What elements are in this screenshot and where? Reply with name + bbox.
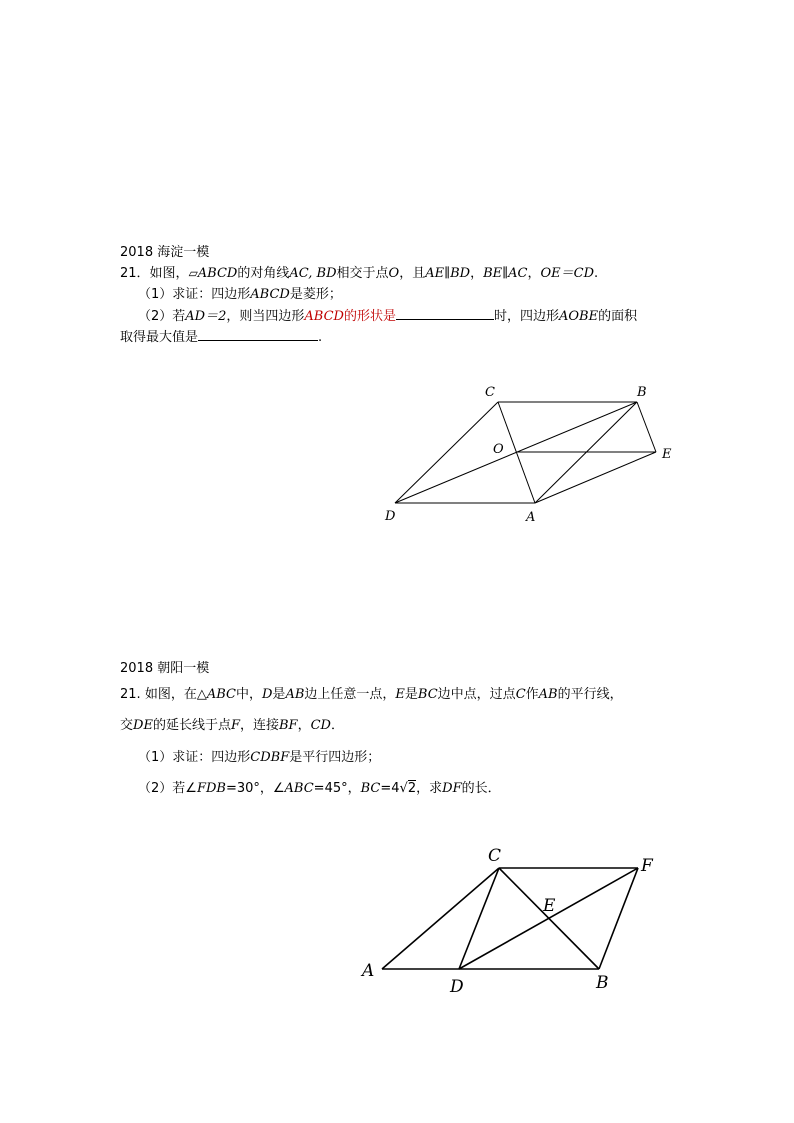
problem2-text: 如图，在△ — [144, 687, 207, 702]
question-name: ABCD — [304, 309, 344, 324]
label-b: B — [596, 973, 609, 993]
question-text: 是菱形； — [289, 287, 342, 302]
problem1-source: 2018 海淀一模 — [120, 245, 210, 260]
problem2-text: ， — [297, 718, 311, 733]
question-text: ，∠ — [259, 781, 285, 796]
question-text: 是平行四边形； — [289, 750, 381, 765]
question-text: 的面积 — [598, 309, 638, 324]
sqrt-symbol: √2 — [399, 781, 417, 796]
edge-bf — [599, 868, 638, 969]
problem1-number: 21． — [120, 266, 150, 281]
problem2-triangle: ABC — [206, 687, 236, 702]
question-value: =4 — [380, 781, 400, 796]
question-name: CDBF — [250, 750, 290, 765]
problem2-text: 的平行线， — [557, 687, 623, 702]
problem1-text: ， — [470, 266, 484, 281]
sqrt-radicand: 2 — [407, 781, 417, 796]
problem2-text: 作 — [525, 687, 539, 702]
question-text: ， — [347, 781, 361, 796]
label-o: O — [493, 442, 504, 457]
problem1-text: 如图， — [149, 266, 189, 281]
question-label: （2）若 — [138, 309, 186, 324]
question-label: （2）若∠ — [138, 781, 197, 796]
problem2-text: 是 — [404, 687, 418, 702]
problem2-point: F — [230, 718, 240, 733]
question-value: =30° — [225, 781, 260, 796]
problem2-text: 交 — [120, 718, 134, 733]
problem1-condition: AE∥BD — [425, 266, 471, 281]
problem2-text: 中， — [235, 687, 262, 702]
label-c: C — [488, 846, 502, 866]
problem2-text: 边中点，过点 — [437, 687, 516, 702]
question-text: 的长． — [461, 781, 501, 796]
label-f: F — [641, 856, 653, 876]
question-text: . — [318, 330, 323, 345]
edge-ac — [382, 868, 499, 969]
problem2-number: 21. — [120, 687, 141, 702]
edge-df — [459, 868, 638, 969]
problem1-point: O — [388, 266, 400, 281]
question-name: ABCD — [250, 287, 290, 302]
question-text: 取得最大值是 — [120, 330, 199, 345]
label-e: E — [543, 896, 556, 916]
label-d: D — [385, 509, 396, 524]
question-angle: FDB — [196, 781, 226, 796]
question-text: 时，四边形 — [493, 309, 559, 324]
label-a: A — [362, 961, 375, 981]
problem2-source: 2018 朝阳一模 — [120, 661, 210, 676]
question-angle: ABC — [284, 781, 314, 796]
problem2-point: D — [261, 687, 273, 702]
question-expr: AD＝2 — [185, 309, 227, 324]
problem1-text: . — [594, 266, 599, 281]
question-label: （1）求证：四边形 — [138, 287, 251, 302]
question-segment: BC — [360, 781, 381, 796]
problem2-point: E — [395, 687, 405, 702]
problem2-segment: AB — [285, 687, 305, 702]
problem1-text: 的对角线 — [237, 266, 290, 281]
label-d: D — [450, 977, 464, 997]
question-text-red: 的形状是 — [343, 309, 396, 324]
problem2-segment: BF — [279, 718, 298, 733]
label-a: A — [526, 510, 536, 525]
problem2-segment: BC — [417, 687, 438, 702]
problem2-text: 是 — [272, 687, 286, 702]
label-b: B — [637, 385, 647, 400]
edge-cd — [459, 868, 499, 969]
problem2-text: ． — [330, 718, 344, 733]
question-name: AOBE — [558, 309, 599, 324]
problem2-text: ，连接 — [239, 718, 279, 733]
problem1-condition: OE＝CD — [540, 266, 595, 281]
problem1-diagonals: AC, BD — [289, 266, 337, 281]
problem2-segment: AB — [538, 687, 558, 702]
problem1-name: ABCD — [197, 266, 238, 281]
question-text: ，则当四边形 — [226, 309, 305, 324]
problem1-text: ， — [527, 266, 541, 281]
problem2-text: 边上任意一点， — [304, 687, 396, 702]
label-c: C — [485, 385, 495, 400]
question-segment: DF — [442, 781, 462, 796]
parallelogram-symbol: ▱ — [188, 266, 198, 280]
question-text: ，求 — [416, 781, 443, 796]
label-e: E — [662, 447, 672, 462]
question-value: =45° — [313, 781, 348, 796]
problem2-point: C — [515, 687, 526, 702]
problem2-segment: CD — [310, 718, 331, 733]
problem1-text: 相交于点 — [336, 266, 389, 281]
problem2-segment: DE — [133, 718, 153, 733]
problem2-text: 的延长线于点 — [152, 718, 231, 733]
problem1-text: ，且 — [399, 266, 426, 281]
problem1-condition: BE∥AC — [483, 266, 528, 281]
question-label: （1）求证：四边形 — [138, 750, 251, 765]
